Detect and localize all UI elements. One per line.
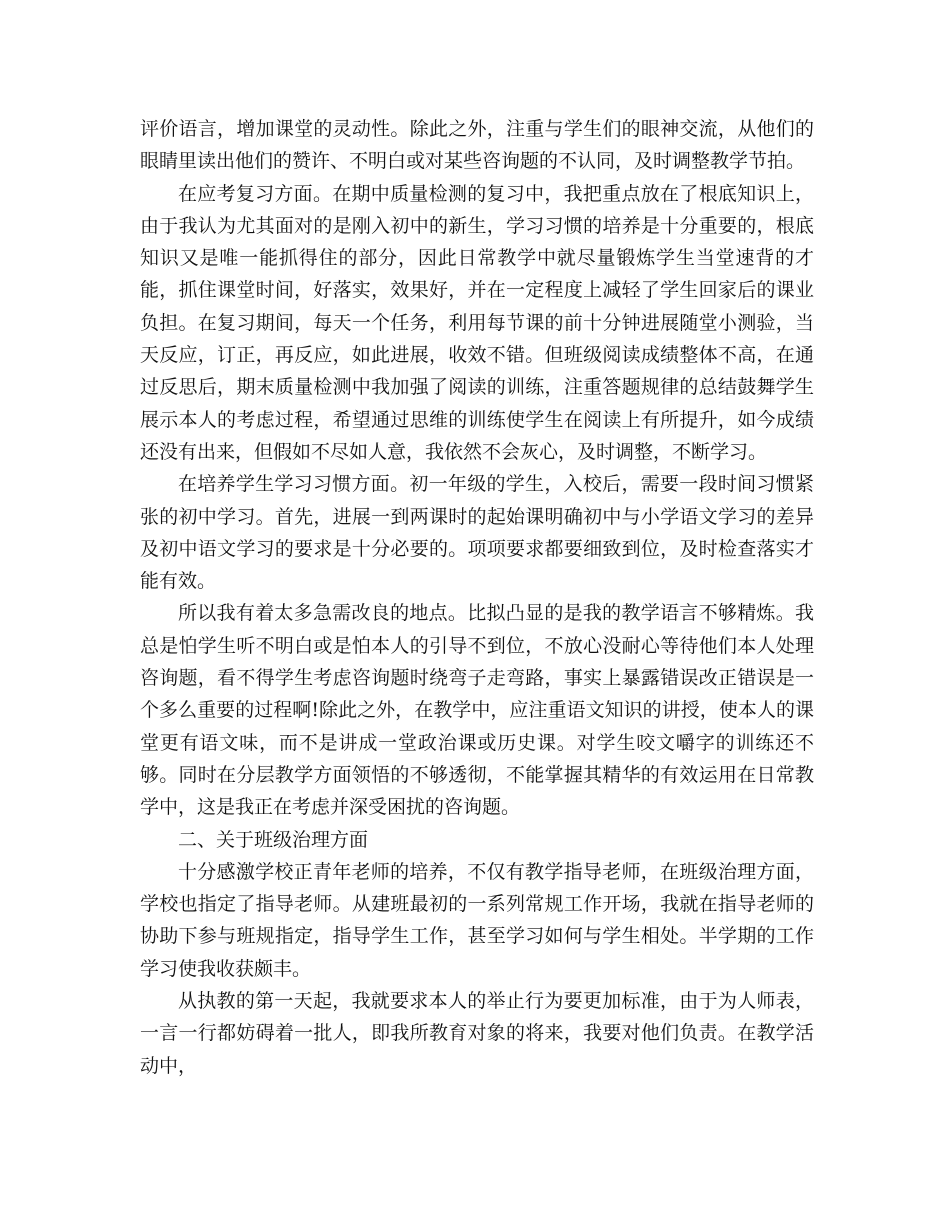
paragraph-1: 评价语言，增加课堂的灵动性。除此之外，注重与学生们的眼神交流，从他们的眼睛里读出他们的赞许、不明白或对某些咨询题的不认同，及时调整教学节拍。	[140, 118, 814, 173]
paragraph-2: 在应考复习方面。在期中质量检测的复习中，我把重点放在了根底知识上，由于我认为尤其面对的是刚入初中的新生，学习习惯的培养是十分重要的，根底知识又是唯一能抓得住的部分，因此日常教学中就尽量锻炼学生当堂速背的才能，抓住课堂时间，好落实，效果好，并在一定程度上减轻了学生回家后的课业负担。在复习期间，每天一个任务，利用每节课的前十分钟进展随堂小测验，当天反应，订正，再反应，如此进展，收效不错。但班级阅读成绩整体不高，在通过反思后，期末质量检测中我加强了阅读的训练，注重答题规律的总结鼓舞学生展示本人的考虑过程，希望通过思维的训练使学生在阅读上有所提升，如今成绩还没有出来，但假如不尽如人意，我依然不会灰心，及时调整，不断学习。	[140, 182, 814, 463]
paragraph-5: 十分感激学校正青年老师的培养，不仅有教学指导老师，在班级治理方面，学校也指定了指导老师。从建班最初的一系列常规工作开场，我就在指导老师的协助下参与班规指定，指导学生工作，甚至学习如何与学生相处。半学期的工作学习使我收获颇丰。	[140, 860, 814, 980]
section-heading: 二、关于班级治理方面	[178, 828, 369, 851]
paragraph-3: 在培养学生学习习惯方面。初一年级的学生，入校后，需要一段时间习惯紧张的初中学习。首先，进展一到两课时的起始课明确初中与小学语文学习的差异及初中语文学习的要求是十分必要的。项项要求都要细致到位，及时检查落实才能有效。	[140, 473, 814, 593]
paragraph-4: 所以我有着太多急需改良的地点。比拟凸显的是我的教学语言不够精炼。我总是怕学生听不明白或是怕本人的引导不到位，不放心没耐心等待他们本人处理咨询题，看不得学生考虑咨询题时绕弯子走弯路，事实上暴露错误改正错误是一个多么重要的过程啊!除此之外，在教学中，应注重语文知识的讲授，使本人的课堂更有语文味，而不是讲成一堂政治课或历史课。对学生咬文嚼字的训练还不够。同时在分层教学方面领悟的不够透彻，不能掌握其精华的有效运用在日常教学中，这是我正在考虑并深受困扰的咨询题。	[140, 602, 814, 819]
document-body	[140, 113, 814, 1082]
paragraph-6: 从执教的第一天起，我就要求本人的举止行为要更加标准，由于为人师表，一言一行都妨碍着一批人，即我所教育对象的将来，我要对他们负责。在教学活动中，	[140, 990, 814, 1077]
